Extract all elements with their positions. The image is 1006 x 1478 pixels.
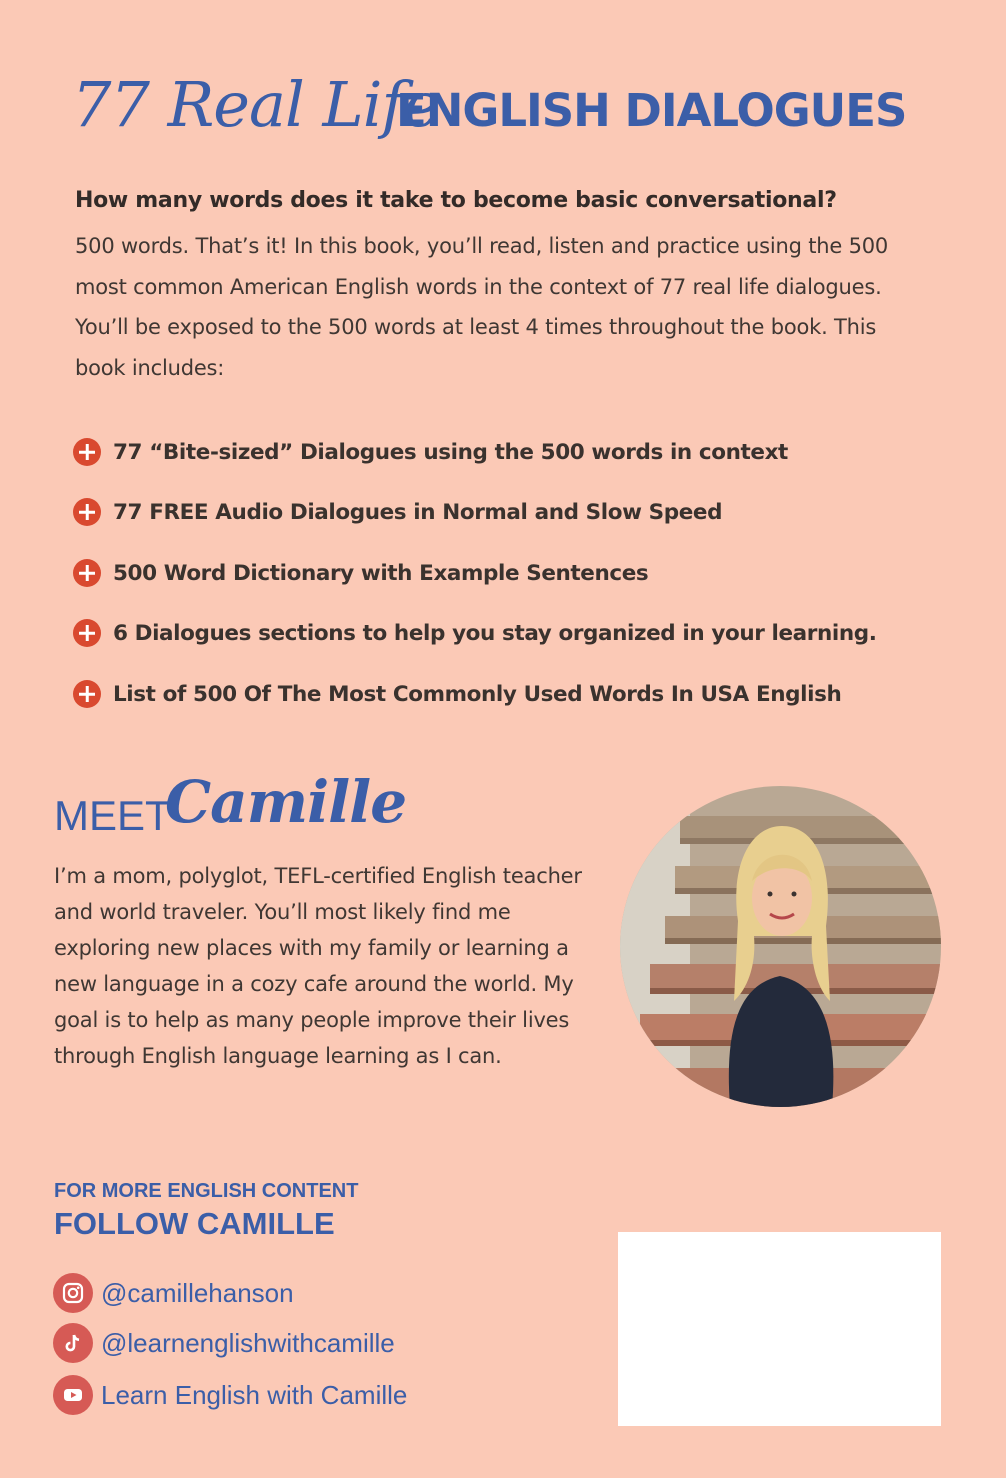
feature-item bbox=[73, 619, 877, 647]
author-photo bbox=[620, 786, 941, 1107]
title-caps: ENGLISH DIALOGUES bbox=[396, 84, 907, 137]
barcode-placeholder bbox=[618, 1232, 941, 1426]
feature-item bbox=[73, 438, 788, 466]
feature-label: 500 Word Dictionary with Example Sentences bbox=[113, 560, 649, 586]
plus-circle-icon bbox=[73, 619, 101, 647]
title-script: 77 Real Life bbox=[72, 68, 440, 141]
feature-item bbox=[73, 559, 648, 587]
feature-label: 6 Dialogues sections to help you stay organized in your learning. bbox=[113, 620, 877, 646]
plus-circle-icon bbox=[73, 438, 101, 466]
plus-circle-icon bbox=[73, 680, 101, 708]
social-label[interactable]: @camillehanson bbox=[101, 1277, 294, 1308]
social-instagram[interactable] bbox=[53, 1273, 294, 1313]
social-label[interactable]: Learn English with Camille bbox=[101, 1379, 408, 1410]
feature-label: 77 FREE Audio Dialogues in Normal and Slow Speed bbox=[113, 499, 723, 525]
social-youtube[interactable] bbox=[53, 1375, 407, 1415]
intro-body: 500 words. That’s it! In this book, you’ll read, listen and practice using the 500 most common American English words in the context of 77 real life dialogues. You’ll be exposed to the 500 words at least 4 times throughout the book. This book includes: bbox=[75, 234, 889, 380]
plus-circle-icon bbox=[73, 498, 101, 526]
meet-name-script: Camille bbox=[165, 768, 407, 836]
author-photo-illustration bbox=[620, 786, 941, 1107]
bio-text: I’m a mom, polyglot, TEFL-certified English teacher and world traveler. You’ll most likely find me exploring new places with my family or learning a new language in a cozy cafe around the world. My goal is to help as many people improve their lives through English language learning as I can. bbox=[54, 864, 582, 1068]
feature-item bbox=[73, 498, 722, 526]
plus-circle-icon bbox=[73, 559, 101, 587]
feature-label: List of 500 Of The Most Commonly Used Words In USA English bbox=[113, 681, 842, 707]
meet-heading: MEET bbox=[54, 792, 171, 839]
tiktok-icon bbox=[53, 1323, 93, 1363]
intro-question: How many words does it take to become basic conversational? bbox=[75, 188, 837, 213]
feature-item bbox=[73, 680, 841, 708]
follow-subtitle: FOR MORE ENGLISH CONTENT bbox=[54, 1180, 359, 1202]
youtube-icon bbox=[53, 1375, 93, 1415]
social-label[interactable]: @learnenglishwithcamille bbox=[101, 1327, 395, 1358]
instagram-icon bbox=[53, 1273, 93, 1313]
follow-title: FOLLOW CAMILLE bbox=[54, 1206, 335, 1241]
feature-label: 77 “Bite-sized” Dialogues using the 500 words in context bbox=[113, 439, 788, 465]
social-tiktok[interactable] bbox=[53, 1323, 395, 1363]
